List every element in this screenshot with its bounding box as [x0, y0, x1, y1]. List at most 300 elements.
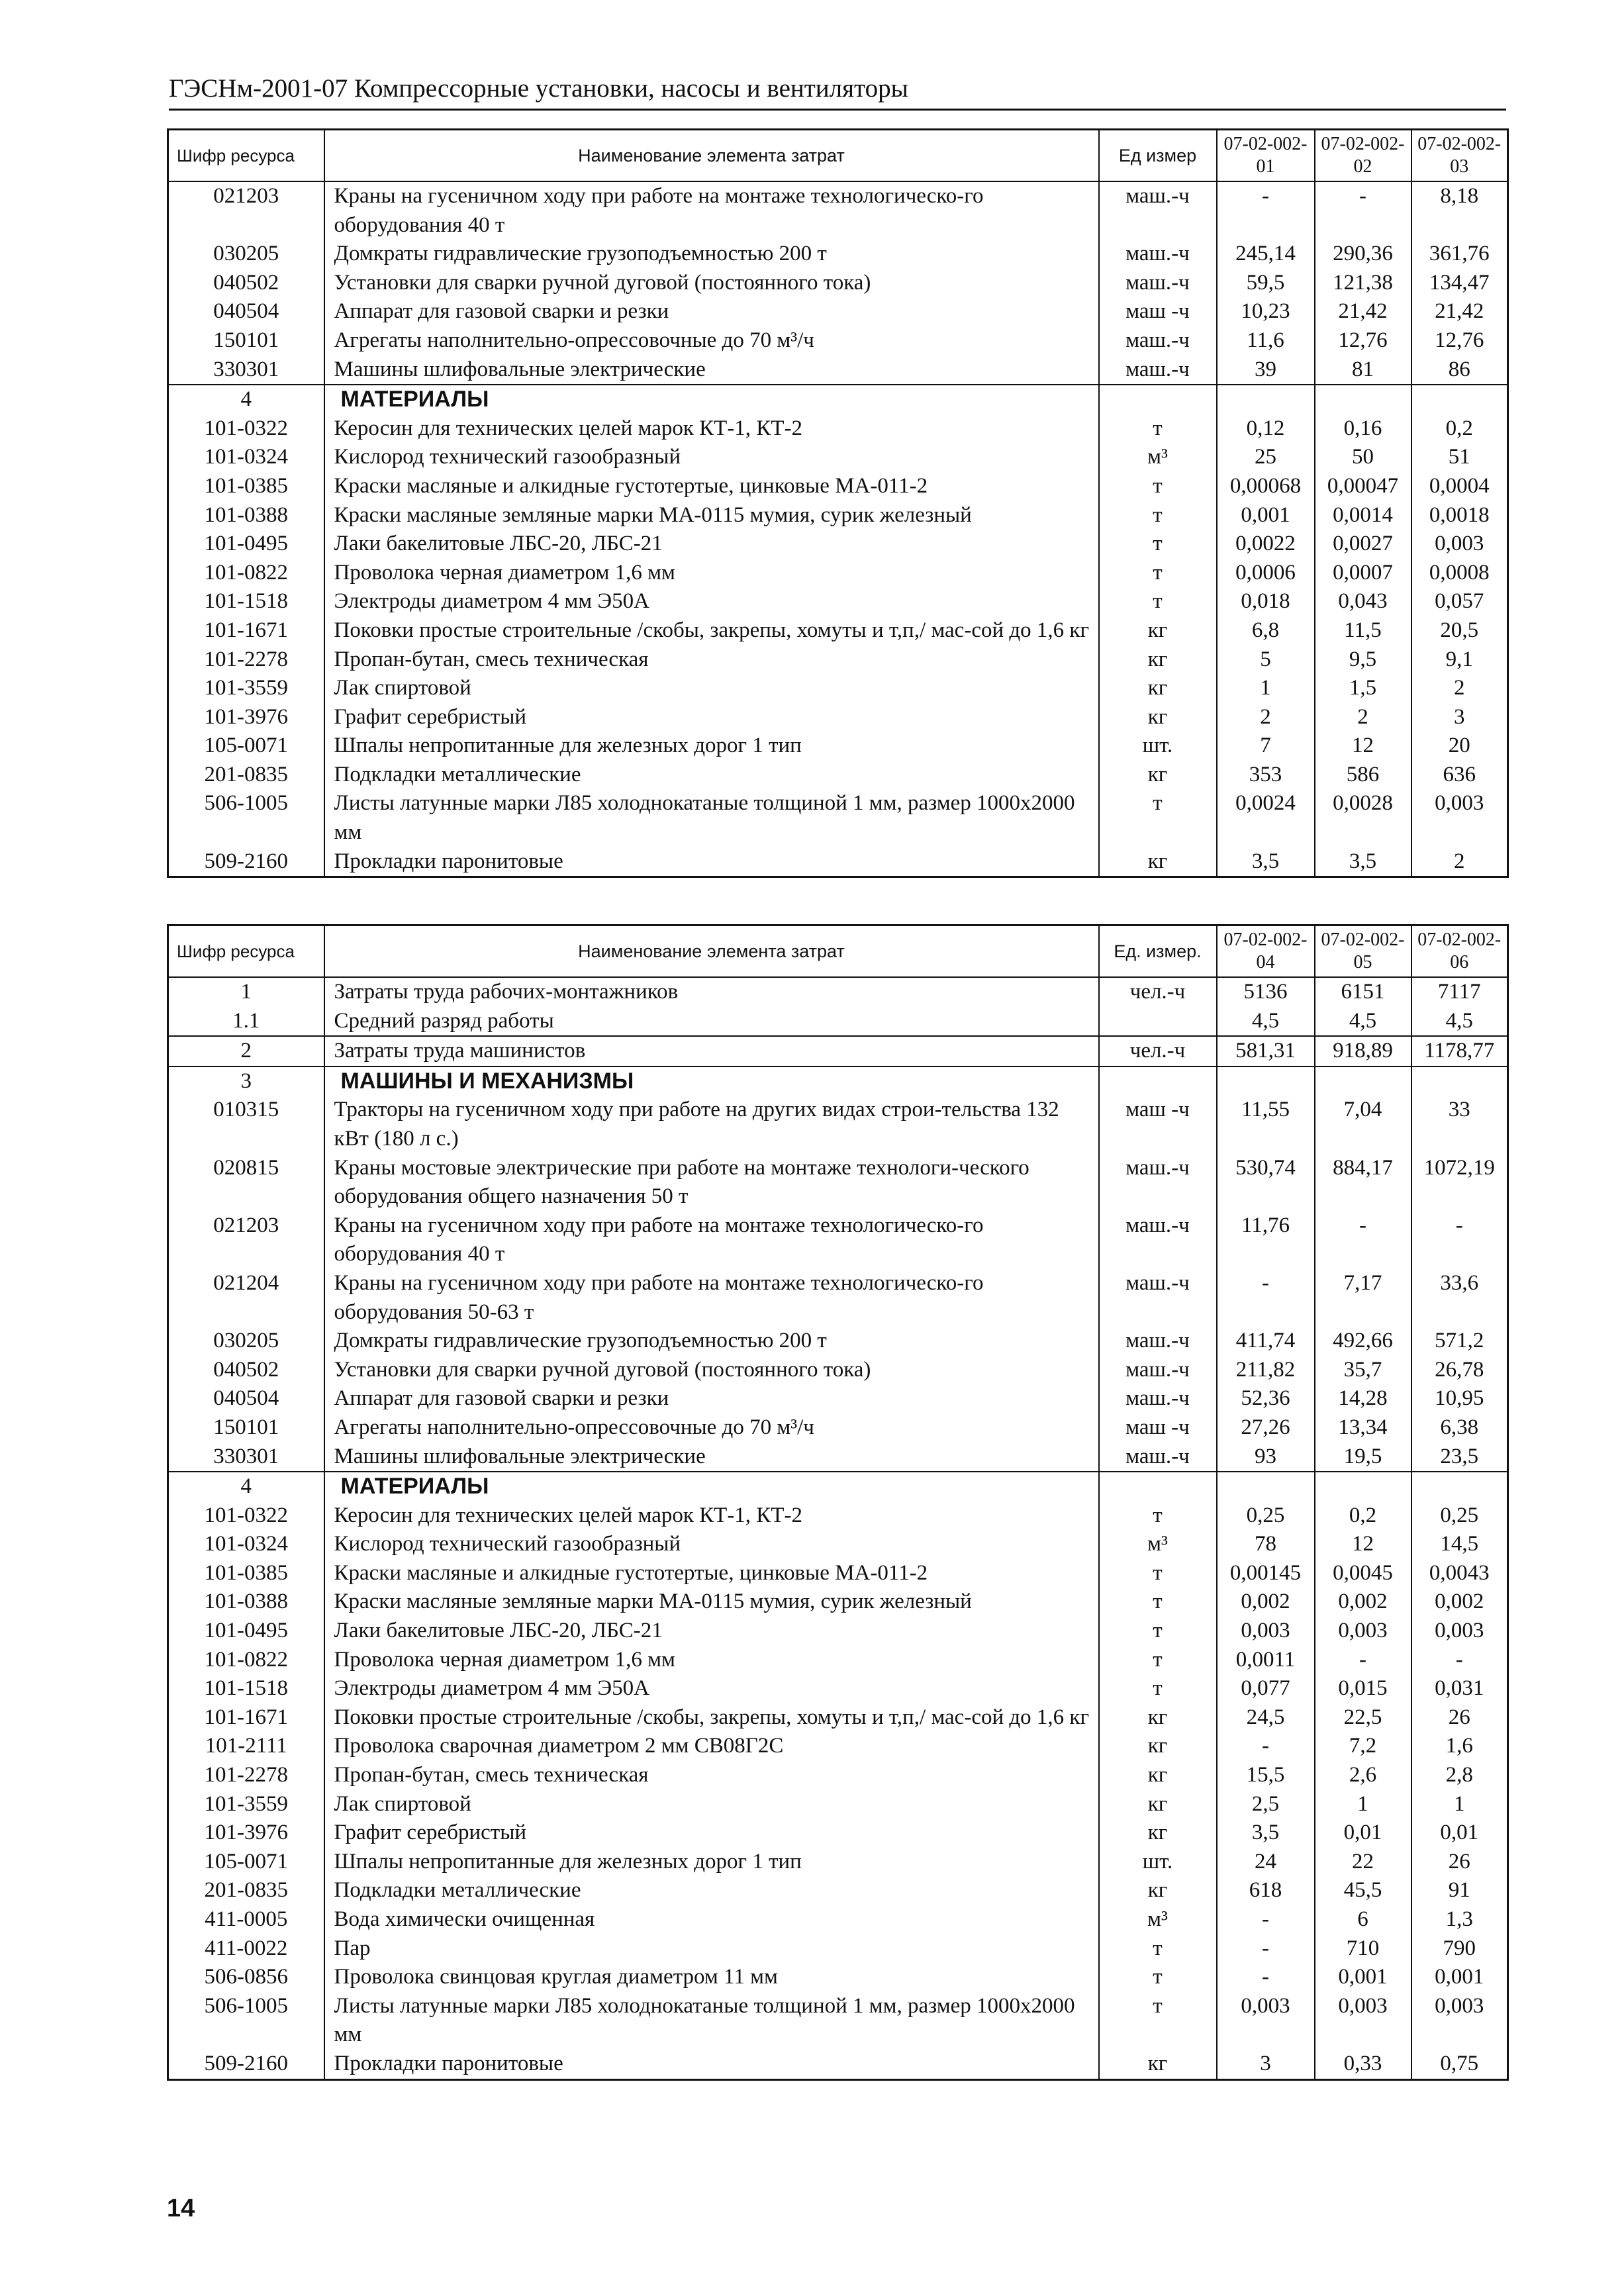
resource-unit: т — [1099, 501, 1217, 530]
resource-name: Электроды диаметром 4 мм Э50А — [324, 587, 1099, 616]
resource-code: 330301 — [168, 356, 324, 385]
table-row — [168, 181, 1508, 240]
norm-value-3: 0,01 — [1411, 1819, 1508, 1848]
resource-code: 101-2278 — [168, 1761, 324, 1790]
resource-unit: кг — [1099, 1819, 1217, 1848]
norm-value-1: 3,5 — [1217, 847, 1315, 877]
resource-code: 4 — [168, 1472, 324, 1501]
resource-name: Аппарат для газовой сварки и резки — [324, 297, 1099, 326]
norm-value-3: 20,5 — [1411, 616, 1508, 645]
section-row — [168, 1067, 1508, 1096]
resource-code: 101-3559 — [168, 1790, 324, 1819]
resource-unit: маш.-ч — [1099, 1327, 1217, 1356]
resource-name: МАТЕРИАЛЫ — [324, 1472, 1099, 1501]
resource-unit — [1099, 1472, 1217, 1501]
col-header-unit: Ед. измер. — [1099, 925, 1217, 978]
resource-code: 021203 — [168, 1211, 324, 1269]
resource-unit: т — [1099, 1992, 1217, 2050]
table-header-row — [168, 925, 1508, 978]
resource-unit: чел.-ч — [1099, 1036, 1217, 1067]
norm-value-2: 35,7 — [1315, 1356, 1411, 1385]
resource-code: 040502 — [168, 1356, 324, 1385]
norm-value-2: 0,2 — [1315, 1501, 1411, 1531]
table-row — [168, 356, 1508, 385]
norm-value-3: 33 — [1411, 1096, 1508, 1153]
norm-value-2: 1,5 — [1315, 674, 1411, 703]
resource-code: 030205 — [168, 240, 324, 269]
resource-name: Агрегаты наполнительно-опрессовочные до 70 м³/ч — [324, 1413, 1099, 1443]
norm-value-1: 4,5 — [1217, 1007, 1315, 1037]
resource-unit: м³ — [1099, 443, 1217, 472]
norm-value-3: 26 — [1411, 1848, 1508, 1877]
norm-value-2: 22,5 — [1315, 1703, 1411, 1732]
table-row — [168, 2050, 1508, 2079]
norm-value-3: 0,001 — [1411, 1963, 1508, 1992]
resource-unit: кг — [1099, 1790, 1217, 1819]
table-row — [168, 1269, 1508, 1327]
col-header-norm-6: 07-02-002-06 — [1411, 925, 1508, 978]
norm-value-2 — [1315, 385, 1411, 414]
resource-code: 021203 — [168, 181, 324, 240]
resource-name: Пропан-бутан, смесь техническая — [324, 645, 1099, 675]
norm-value-2: 710 — [1315, 1934, 1411, 1964]
resource-code: 020815 — [168, 1154, 324, 1211]
norm-value-3: - — [1411, 1646, 1508, 1675]
resource-unit: чел.-ч — [1099, 977, 1217, 1007]
resource-code: 021204 — [168, 1269, 324, 1327]
norm-value-2: 0,0007 — [1315, 559, 1411, 588]
table-row — [168, 443, 1508, 472]
col-header-unit: Ед измер — [1099, 130, 1217, 182]
norm-value-2: 7,2 — [1315, 1732, 1411, 1761]
resource-unit: шт. — [1099, 1848, 1217, 1877]
norm-value-1: 411,74 — [1217, 1327, 1315, 1356]
norm-value-3: 0,25 — [1411, 1501, 1508, 1531]
table-row — [168, 1761, 1508, 1790]
norm-value-3: 2 — [1411, 674, 1508, 703]
resource-code: 010315 — [168, 1096, 324, 1153]
resource-name: Тракторы на гусеничном ходу при работе на других видах строи-тельства 132 кВт (180 л с.) — [324, 1096, 1099, 1153]
table-row — [168, 847, 1508, 877]
norm-value-2: 21,42 — [1315, 297, 1411, 326]
norm-value-1: 581,31 — [1217, 1036, 1315, 1067]
resource-unit — [1099, 1007, 1217, 1037]
norm-value-2: - — [1315, 1646, 1411, 1675]
norm-value-2: 918,89 — [1315, 1036, 1411, 1067]
resource-code: 101-1671 — [168, 616, 324, 645]
resource-code: 506-0856 — [168, 1963, 324, 1992]
resource-code: 330301 — [168, 1443, 324, 1472]
resource-name: Лак спиртовой — [324, 674, 1099, 703]
resource-unit: кг — [1099, 847, 1217, 877]
resource-name: Краны на гусеничном ходу при работе на монтаже технологическо-го оборудования 40 т — [324, 1211, 1099, 1269]
resource-name: Листы латунные марки Л85 холоднокатаные толщиной 1 мм, размер 1000x2000 мм — [324, 1992, 1099, 2050]
norm-value-3: 12,76 — [1411, 326, 1508, 356]
norm-value-3 — [1411, 1472, 1508, 1501]
resource-unit: кг — [1099, 645, 1217, 675]
norm-value-2: 0,002 — [1315, 1588, 1411, 1617]
resource-code: 411-0005 — [168, 1905, 324, 1934]
resource-name: Машины шлифовальные электрические — [324, 356, 1099, 385]
resource-name: Лаки бакелитовые ЛБС-20, ЛБС-21 — [324, 530, 1099, 559]
norm-value-2: 7,04 — [1315, 1096, 1411, 1153]
resource-name: Проволока черная диаметром 1,6 мм — [324, 1646, 1099, 1675]
table-row — [168, 414, 1508, 444]
norm-value-1: 0,25 — [1217, 1501, 1315, 1531]
resource-name: Вода химически очищенная — [324, 1905, 1099, 1934]
norm-value-3: 91 — [1411, 1876, 1508, 1905]
resource-unit: кг — [1099, 703, 1217, 732]
resource-code: 040504 — [168, 1384, 324, 1413]
resource-code: 101-0322 — [168, 1501, 324, 1531]
norm-value-3: 1072,19 — [1411, 1154, 1508, 1211]
table-row — [168, 1588, 1508, 1617]
resource-unit: т — [1099, 1588, 1217, 1617]
resource-code: 101-3559 — [168, 674, 324, 703]
norm-value-2: 492,66 — [1315, 1327, 1411, 1356]
resource-code: 101-0388 — [168, 501, 324, 530]
resource-unit: т — [1099, 1646, 1217, 1675]
table-row — [168, 1356, 1508, 1385]
norm-value-1: 0,003 — [1217, 1617, 1315, 1646]
resource-name: Домкраты гидравлические грузоподъемностью 200 т — [324, 1327, 1099, 1356]
norm-value-1: 0,12 — [1217, 414, 1315, 444]
norm-value-3: 134,47 — [1411, 269, 1508, 298]
norm-value-1: 27,26 — [1217, 1413, 1315, 1443]
resource-name: Затраты труда машинистов — [324, 1036, 1099, 1067]
norm-value-1: 39 — [1217, 356, 1315, 385]
resource-name: Лак спиртовой — [324, 1790, 1099, 1819]
norm-value-2: 81 — [1315, 356, 1411, 385]
norm-value-3: 2 — [1411, 847, 1508, 877]
norm-value-1: 0,002 — [1217, 1588, 1315, 1617]
resource-unit: маш.-ч — [1099, 1356, 1217, 1385]
norm-value-3: 0,2 — [1411, 414, 1508, 444]
norm-value-3: 1,3 — [1411, 1905, 1508, 1934]
norm-value-2: 0,015 — [1315, 1674, 1411, 1703]
norm-value-2: 0,043 — [1315, 587, 1411, 616]
norm-value-2: 0,16 — [1315, 414, 1411, 444]
resource-code: 101-0324 — [168, 443, 324, 472]
norm-value-2: 0,33 — [1315, 2050, 1411, 2079]
table-row — [168, 269, 1508, 298]
resource-name: Проволока сварочная диаметром 2 мм СВ08Г2С — [324, 1732, 1099, 1761]
resource-unit: т — [1099, 530, 1217, 559]
norm-value-1: 0,0024 — [1217, 789, 1315, 847]
resource-unit — [1099, 385, 1217, 414]
table-row — [168, 1790, 1508, 1819]
resource-name: Установки для сварки ручной дуговой (постоянного тока) — [324, 1356, 1099, 1385]
col-header-name: Наименование элемента затрат — [324, 130, 1099, 182]
norm-value-1: 24 — [1217, 1848, 1315, 1877]
norm-value-1: 10,23 — [1217, 297, 1315, 326]
resource-unit: т — [1099, 1559, 1217, 1588]
table-row — [168, 703, 1508, 732]
resource-unit: маш.-ч — [1099, 356, 1217, 385]
norm-value-1: 0,077 — [1217, 1674, 1315, 1703]
norm-value-1: 245,14 — [1217, 240, 1315, 269]
resource-code: 040504 — [168, 297, 324, 326]
norm-value-3: 9,1 — [1411, 645, 1508, 675]
resource-unit: маш.-ч — [1099, 326, 1217, 356]
norm-value-3: 1 — [1411, 1790, 1508, 1819]
resource-unit: т — [1099, 789, 1217, 847]
norm-value-3: 0,0004 — [1411, 472, 1508, 501]
norm-value-1: 25 — [1217, 443, 1315, 472]
norm-value-2: 12 — [1315, 732, 1411, 761]
table-row — [168, 501, 1508, 530]
norm-value-3: 1178,77 — [1411, 1036, 1508, 1067]
resource-name: Краски масляные и алкидные густотертые, цинковые МА-011-2 — [324, 1559, 1099, 1588]
col-header-norm-4: 07-02-002-04 — [1217, 925, 1315, 978]
col-header-norm-2: 07-02-002-02 — [1315, 130, 1411, 182]
table-row — [168, 1963, 1508, 1992]
resource-code: 201-0835 — [168, 1876, 324, 1905]
norm-value-1: 211,82 — [1217, 1356, 1315, 1385]
resource-code: 509-2160 — [168, 2050, 324, 2079]
table-row — [168, 1819, 1508, 1848]
norm-value-3: 20 — [1411, 732, 1508, 761]
resource-table-1 — [167, 128, 1509, 878]
norm-value-2: 6151 — [1315, 977, 1411, 1007]
norm-value-1: 618 — [1217, 1876, 1315, 1905]
resource-unit: маш -ч — [1099, 1096, 1217, 1153]
resource-code: 411-0022 — [168, 1934, 324, 1964]
table-row — [168, 789, 1508, 847]
norm-value-2: 0,0027 — [1315, 530, 1411, 559]
table-row — [168, 472, 1508, 501]
col-header-norm-5: 07-02-002-05 — [1315, 925, 1411, 978]
resource-unit: маш.-ч — [1099, 269, 1217, 298]
resource-name: Шпалы непропитанные для железных дорог 1 тип — [324, 732, 1099, 761]
table-row — [168, 1646, 1508, 1675]
norm-value-1: 5 — [1217, 645, 1315, 675]
norm-value-2: 0,003 — [1315, 1992, 1411, 2050]
resource-name: Поковки простые строительные /скобы, закрепы, хомуты и т,п,/ мас-сой до 1,6 кг — [324, 1703, 1099, 1732]
resource-name: Краски масляные земляные марки МА-0115 мумия, сурик железный — [324, 1588, 1099, 1617]
resource-name: Подкладки металлические — [324, 761, 1099, 790]
norm-value-1 — [1217, 1472, 1315, 1501]
resource-name: Краны мостовые электрические при работе на монтаже технологи-ческого оборудования общего назначения 50 т — [324, 1154, 1099, 1211]
resource-unit: т — [1099, 587, 1217, 616]
norm-value-3: 4,5 — [1411, 1007, 1508, 1037]
section-row — [168, 1472, 1508, 1501]
table-row — [168, 1905, 1508, 1934]
resource-name: Керосин для технических целей марок КТ-1, КТ-2 — [324, 414, 1099, 444]
table-row — [168, 587, 1508, 616]
table-row — [168, 1703, 1508, 1732]
table-row — [168, 1413, 1508, 1443]
norm-value-3: 0,002 — [1411, 1588, 1508, 1617]
norm-value-1: 78 — [1217, 1530, 1315, 1559]
norm-value-1: 59,5 — [1217, 269, 1315, 298]
resource-code: 1.1 — [168, 1007, 324, 1037]
resource-name: Установки для сварки ручной дуговой (постоянного тока) — [324, 269, 1099, 298]
resource-name: Домкраты гидравлические грузоподъемностью 200 т — [324, 240, 1099, 269]
table-row — [168, 1617, 1508, 1646]
resource-unit: шт. — [1099, 732, 1217, 761]
resource-unit: кг — [1099, 761, 1217, 790]
table-row — [168, 616, 1508, 645]
norm-value-2: 0,003 — [1315, 1617, 1411, 1646]
resource-name: Графит серебристый — [324, 703, 1099, 732]
resource-unit: т — [1099, 1963, 1217, 1992]
resource-code: 101-0324 — [168, 1530, 324, 1559]
resource-name: Пропан-бутан, смесь техническая — [324, 1761, 1099, 1790]
norm-value-3: 361,76 — [1411, 240, 1508, 269]
resource-unit: маш.-ч — [1099, 240, 1217, 269]
page-number: 14 — [167, 2195, 195, 2222]
norm-value-3: 0,003 — [1411, 530, 1508, 559]
norm-value-1: 11,6 — [1217, 326, 1315, 356]
resource-unit: т — [1099, 1674, 1217, 1703]
resource-name: Графит серебристый — [324, 1819, 1099, 1848]
norm-value-3: 0,003 — [1411, 1617, 1508, 1646]
table-row — [168, 326, 1508, 356]
norm-value-1: 3,5 — [1217, 1819, 1315, 1848]
norm-value-3: 2,8 — [1411, 1761, 1508, 1790]
resource-name: Краски масляные и алкидные густотертые, цинковые МА-011-2 — [324, 472, 1099, 501]
norm-value-3: - — [1411, 1211, 1508, 1269]
table-row — [168, 1501, 1508, 1531]
resource-code: 101-1518 — [168, 587, 324, 616]
resource-unit: маш.-ч — [1099, 1154, 1217, 1211]
norm-value-1: - — [1217, 1905, 1315, 1934]
col-header-code: Шифр ресурса — [168, 925, 324, 978]
norm-value-3: 86 — [1411, 356, 1508, 385]
col-header-code: Шифр ресурса — [168, 130, 324, 182]
resource-unit: м³ — [1099, 1530, 1217, 1559]
norm-value-2: 290,36 — [1315, 240, 1411, 269]
norm-value-2: 3,5 — [1315, 847, 1411, 877]
resource-unit: маш -ч — [1099, 297, 1217, 326]
table-row — [168, 732, 1508, 761]
resource-name: Пар — [324, 1934, 1099, 1964]
resource-unit: маш.-ч — [1099, 181, 1217, 240]
norm-value-1: 530,74 — [1217, 1154, 1315, 1211]
norm-value-2: 12,76 — [1315, 326, 1411, 356]
norm-value-1: - — [1217, 1934, 1315, 1964]
norm-value-3: 8,18 — [1411, 181, 1508, 240]
norm-value-3: 790 — [1411, 1934, 1508, 1964]
resource-code: 101-0822 — [168, 559, 324, 588]
resource-unit: кг — [1099, 1761, 1217, 1790]
resource-code: 105-0071 — [168, 732, 324, 761]
table-row — [168, 1007, 1508, 1037]
norm-value-2: 45,5 — [1315, 1876, 1411, 1905]
norm-value-1: - — [1217, 1269, 1315, 1327]
table-row — [168, 1530, 1508, 1559]
norm-value-1: 11,55 — [1217, 1096, 1315, 1153]
norm-value-1: - — [1217, 1963, 1315, 1992]
resource-name: Затраты труда рабочих-монтажников — [324, 977, 1099, 1007]
resource-code: 3 — [168, 1067, 324, 1096]
norm-value-3: 0,0043 — [1411, 1559, 1508, 1588]
resource-name: Прокладки паронитовые — [324, 847, 1099, 877]
norm-value-2: 19,5 — [1315, 1443, 1411, 1472]
resource-code: 201-0835 — [168, 761, 324, 790]
norm-value-1: 2 — [1217, 703, 1315, 732]
table-row — [168, 1154, 1508, 1211]
table-row — [168, 1443, 1508, 1472]
resource-code: 101-0495 — [168, 530, 324, 559]
norm-value-2: 0,0028 — [1315, 789, 1411, 847]
resource-name: Лаки бакелитовые ЛБС-20, ЛБС-21 — [324, 1617, 1099, 1646]
norm-value-3: 0,003 — [1411, 1992, 1508, 2050]
resource-code: 150101 — [168, 1413, 324, 1443]
resource-code: 1 — [168, 977, 324, 1007]
norm-value-3: 6,38 — [1411, 1413, 1508, 1443]
resource-unit: кг — [1099, 616, 1217, 645]
norm-value-3: 7117 — [1411, 977, 1508, 1007]
norm-value-1: 353 — [1217, 761, 1315, 790]
norm-value-3: 23,5 — [1411, 1443, 1508, 1472]
resource-code: 101-1518 — [168, 1674, 324, 1703]
resource-unit: маш -ч — [1099, 1413, 1217, 1443]
norm-value-2: 1 — [1315, 1790, 1411, 1819]
col-header-norm-3: 07-02-002-03 — [1411, 130, 1508, 182]
resource-code: 101-2278 — [168, 645, 324, 675]
table-row — [168, 530, 1508, 559]
table-row — [168, 1211, 1508, 1269]
resource-code: 101-0388 — [168, 1588, 324, 1617]
resource-name: Кислород технический газообразный — [324, 1530, 1099, 1559]
resource-name: Проволока свинцовая круглая диаметром 11 мм — [324, 1963, 1099, 1992]
resource-name: МАТЕРИАЛЫ — [324, 385, 1099, 414]
norm-value-3: 10,95 — [1411, 1384, 1508, 1413]
norm-value-1: 7 — [1217, 732, 1315, 761]
norm-value-3: 1,6 — [1411, 1732, 1508, 1761]
norm-value-2: 13,34 — [1315, 1413, 1411, 1443]
norm-value-2: 7,17 — [1315, 1269, 1411, 1327]
norm-value-3: 3 — [1411, 703, 1508, 732]
table-row — [168, 645, 1508, 675]
norm-value-2: 121,38 — [1315, 269, 1411, 298]
resource-code: 101-2111 — [168, 1732, 324, 1761]
norm-value-1: 0,00068 — [1217, 472, 1315, 501]
norm-value-2 — [1315, 1472, 1411, 1501]
col-header-norm-1: 07-02-002-01 — [1217, 130, 1315, 182]
norm-value-3: 33,6 — [1411, 1269, 1508, 1327]
resource-name: МАШИНЫ И МЕХАНИЗМЫ — [324, 1067, 1099, 1096]
norm-value-3: 26 — [1411, 1703, 1508, 1732]
norm-value-1: 24,5 — [1217, 1703, 1315, 1732]
resource-unit: кг — [1099, 2050, 1217, 2079]
norm-value-1: - — [1217, 181, 1315, 240]
norm-value-1: 2,5 — [1217, 1790, 1315, 1819]
norm-value-1: 52,36 — [1217, 1384, 1315, 1413]
norm-value-2: 0,001 — [1315, 1963, 1411, 1992]
norm-value-1: 11,76 — [1217, 1211, 1315, 1269]
resource-unit: м³ — [1099, 1905, 1217, 1934]
resource-code: 101-3976 — [168, 1819, 324, 1848]
resource-name: Кислород технический газообразный — [324, 443, 1099, 472]
resource-unit: т — [1099, 559, 1217, 588]
norm-value-2: 0,0014 — [1315, 501, 1411, 530]
resource-code: 101-0385 — [168, 1559, 324, 1588]
resource-name: Средний разряд работы — [324, 1007, 1099, 1037]
norm-value-1 — [1217, 1067, 1315, 1096]
resource-unit: маш.-ч — [1099, 1384, 1217, 1413]
table-row — [168, 1674, 1508, 1703]
norm-value-3: 0,057 — [1411, 587, 1508, 616]
norm-value-2: 50 — [1315, 443, 1411, 472]
norm-value-1: 0,0011 — [1217, 1646, 1315, 1675]
resource-unit: кг — [1099, 1703, 1217, 1732]
norm-value-1: 0,0006 — [1217, 559, 1315, 588]
resource-code: 101-3976 — [168, 703, 324, 732]
norm-value-3: 0,003 — [1411, 789, 1508, 847]
